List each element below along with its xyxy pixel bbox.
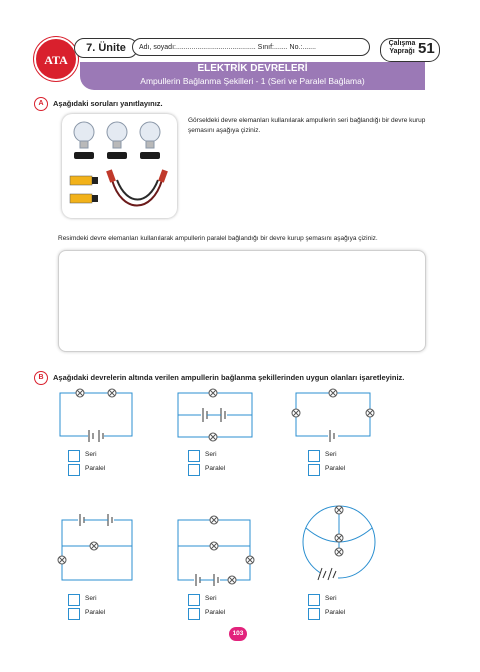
circuit-3-seri-checkbox[interactable]: [308, 450, 320, 462]
worksheet-label: [384, 40, 420, 56]
question-a1: Görseldeki devre elemanları kullanılarak ampullerin seri bağlandığı bir devre kurup şemasını aşağıya çiziniz.: [188, 117, 426, 134]
circuit-1-diagram: [58, 386, 138, 442]
worksheet-label-line2: Yaprağı: [389, 48, 415, 55]
circuit-1-seri-checkbox[interactable]: [68, 450, 80, 462]
circuit-6-seri-checkbox[interactable]: [308, 594, 320, 606]
circuit-2-seri-label: Seri: [205, 451, 217, 458]
circuit-2-seri-checkbox[interactable]: [188, 450, 200, 462]
worksheet-label-line1: Çalışma: [388, 40, 416, 47]
circuit-4-paralel-checkbox[interactable]: [68, 608, 80, 620]
circuit-4-diagram: [54, 510, 140, 586]
bulb-icon: [74, 122, 160, 148]
svg-text:ATA: ATA: [44, 53, 68, 67]
circuit-1-paralel-checkbox[interactable]: [68, 464, 80, 476]
circuit-5-diagram: [172, 510, 262, 586]
page-number: 103: [229, 627, 247, 641]
circuit-6-diagram: [296, 500, 382, 588]
circuit-4-seri-label: Seri: [85, 595, 97, 602]
question-a2: Resimdeki devre elemanları kullanılarak ampullerin paralel bağlandığı bir devre kurup şemasını aşağıya çiziniz.: [58, 235, 378, 242]
circuit-2-paralel-checkbox[interactable]: [188, 464, 200, 476]
publisher-logo: [34, 37, 78, 81]
circuit-5-seri-checkbox[interactable]: [188, 594, 200, 606]
circuit-2-diagram: [175, 386, 257, 442]
student-info-field[interactable]: Adı, soyadı:......................................... Sınıf:....... No.:.......: [132, 38, 370, 56]
circuit-6-seri-label: Seri: [325, 595, 337, 602]
drawing-area[interactable]: [58, 250, 426, 352]
circuit-3-seri-label: Seri: [325, 451, 337, 458]
circuit-2-paralel-label: Paralel: [205, 465, 226, 472]
circuit-5-paralel-label: Paralel: [205, 609, 226, 616]
circuit-5-paralel-checkbox[interactable]: [188, 608, 200, 620]
circuit-3-paralel-label: Paralel: [325, 465, 346, 472]
section-b-title: Aşağıdaki devrelerin altında verilen ampullerin bağlanma şekillerinden uygun olanları işaretleyiniz.: [53, 373, 405, 382]
worksheet-number: 51: [418, 40, 435, 57]
page-subtitle: Ampullerin Bağlanma Şekilleri - 1 (Seri ve Paralel Bağlama): [140, 76, 365, 86]
section-a-marker: A: [34, 97, 48, 111]
unit-label: 7. Ünite: [74, 38, 138, 58]
circuit-elements-photo: [62, 114, 177, 218]
page-title: ELEKTRİK DEVRELERİ: [197, 63, 308, 74]
circuit-3-diagram: [290, 386, 376, 442]
circuit-1-seri-label: Seri: [85, 451, 97, 458]
section-a-title: Aşağıdaki soruları yanıtlayınız.: [53, 99, 163, 108]
circuit-4-paralel-label: Paralel: [85, 609, 106, 616]
section-b-marker: B: [34, 371, 48, 385]
circuit-3-paralel-checkbox[interactable]: [308, 464, 320, 476]
circuit-6-paralel-checkbox[interactable]: [308, 608, 320, 620]
circuit-4-seri-checkbox[interactable]: [68, 594, 80, 606]
circuit-1-paralel-label: Paralel: [85, 465, 106, 472]
circuit-5-seri-label: Seri: [205, 595, 217, 602]
circuit-6-paralel-label: Paralel: [325, 609, 346, 616]
